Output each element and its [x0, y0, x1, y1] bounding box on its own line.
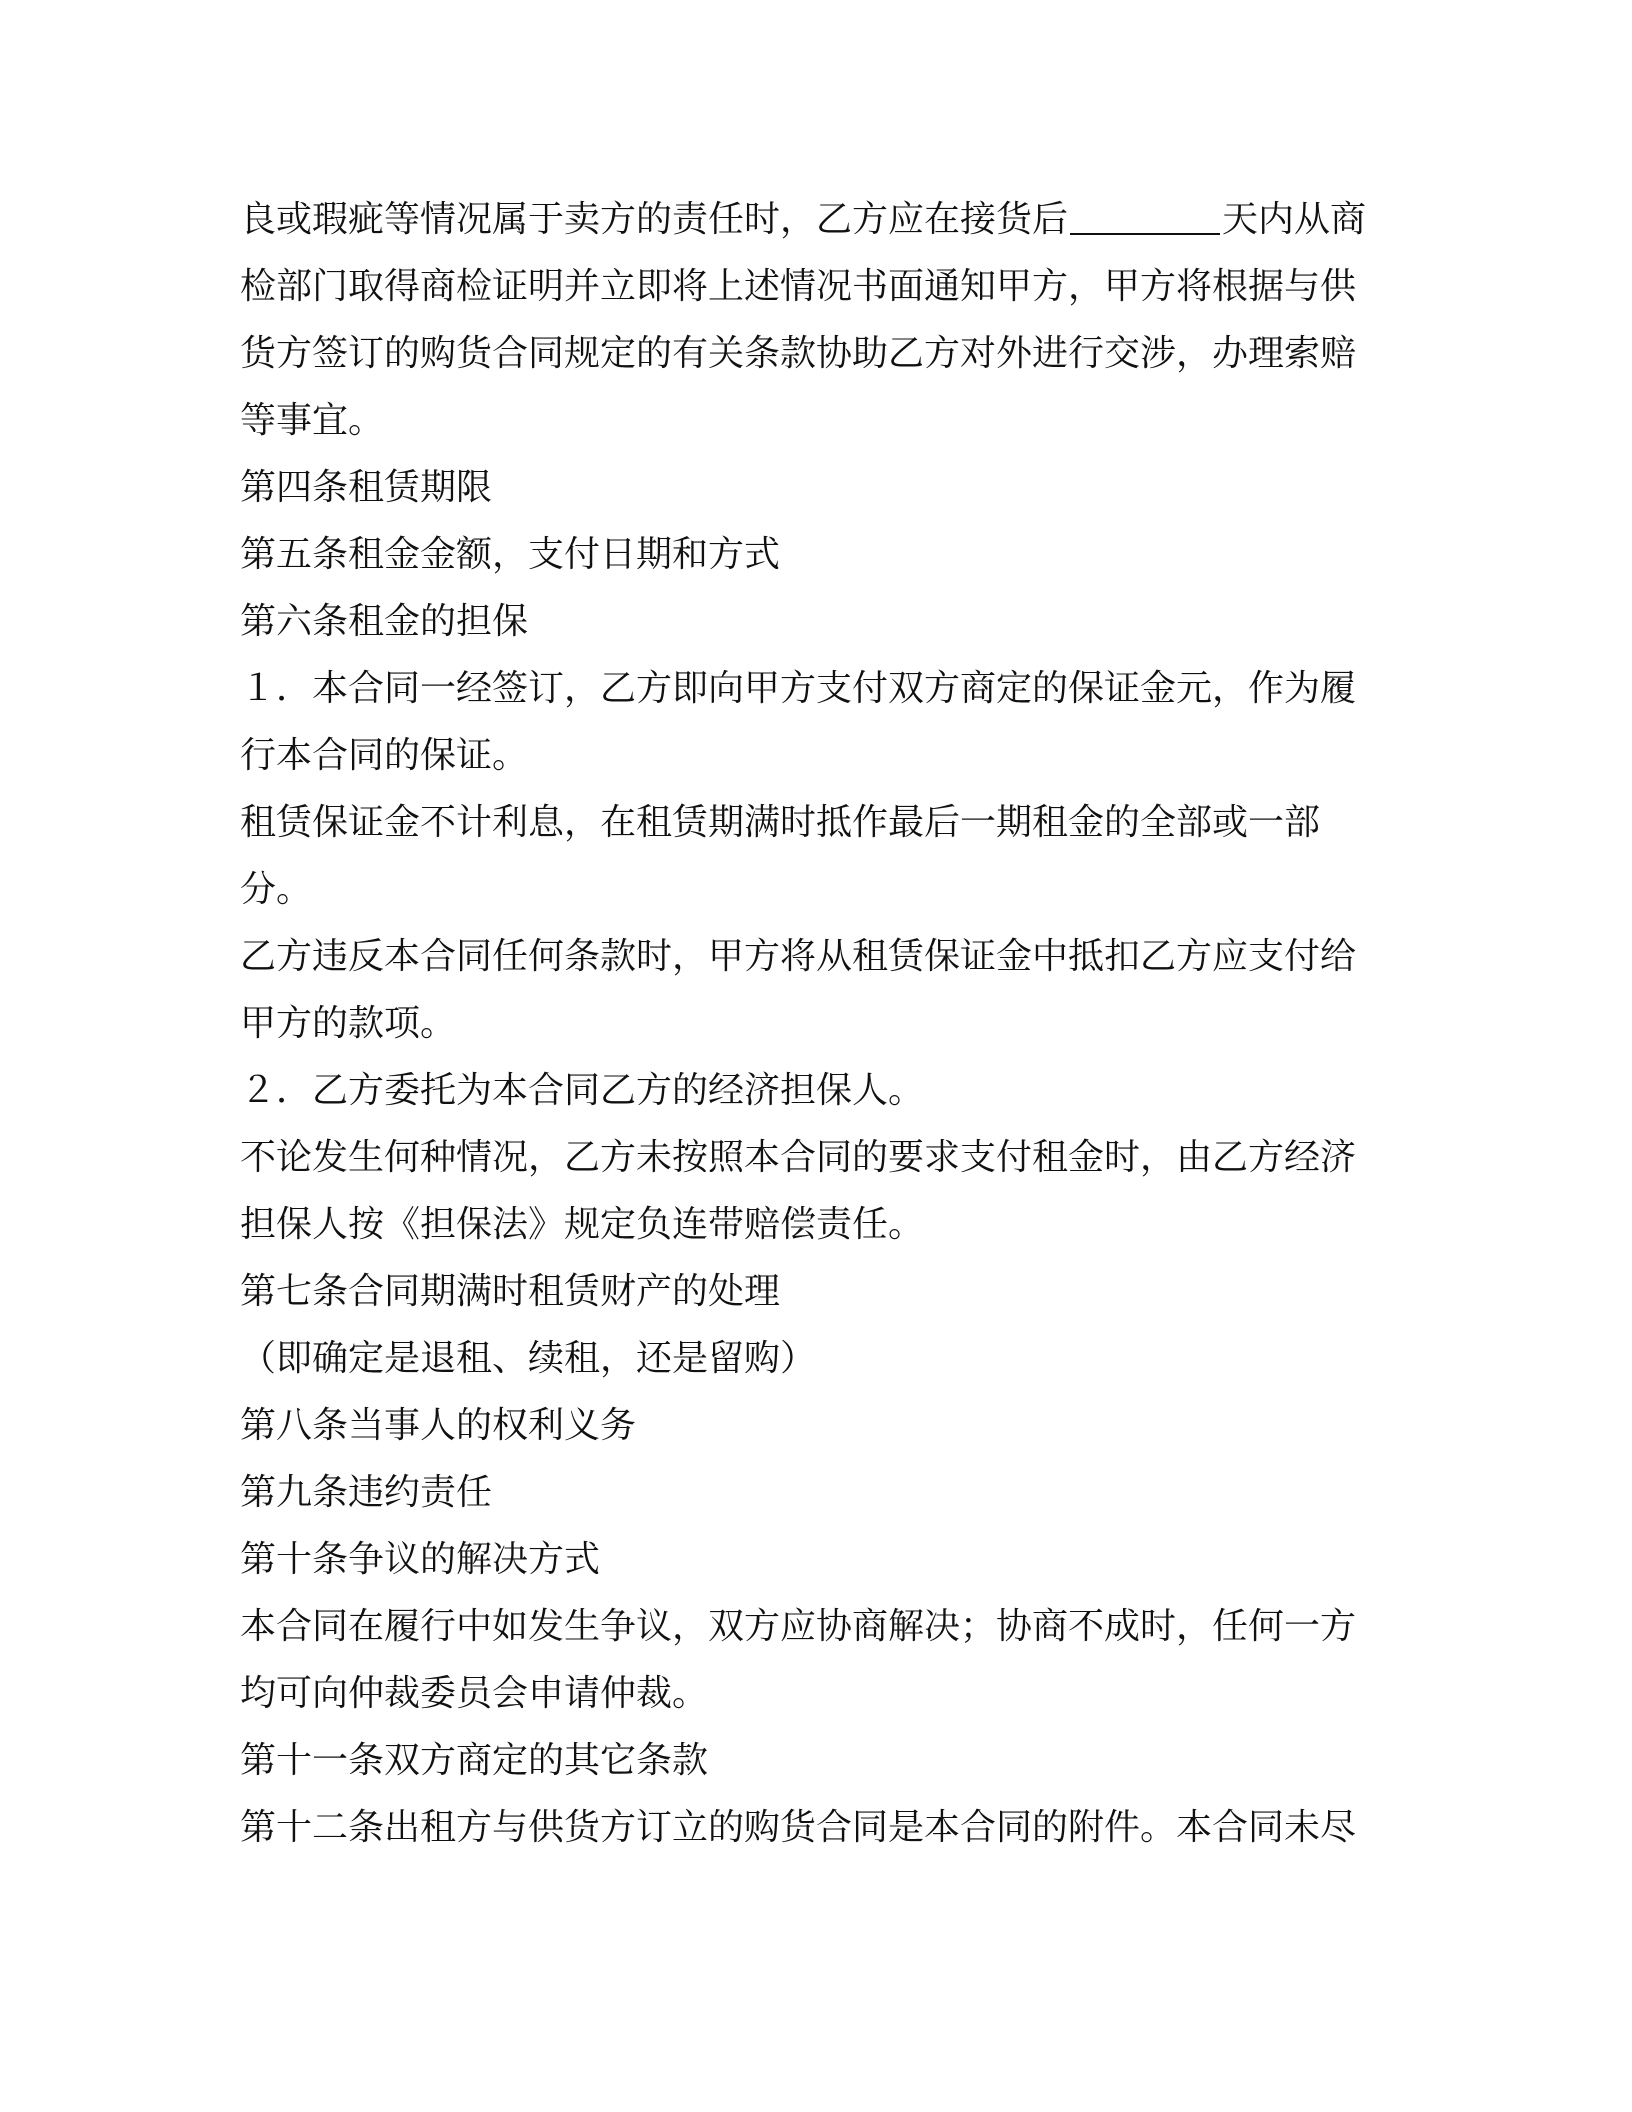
paragraph-line: 甲方的款项。: [240, 1003, 457, 1044]
paragraph-line: 行本合同的保证。: [240, 735, 529, 776]
article-heading: 第九条违约责任: [240, 1472, 493, 1513]
fill-in-blank: [1070, 232, 1220, 235]
paragraph-line: 担保人按《担保法》规定负连带赔偿责任。: [240, 1204, 925, 1245]
article-heading: 第十一条双方商定的其它条款: [240, 1740, 709, 1781]
paragraph-line: 乙方违反本合同任何条款时，甲方将从租赁保证金中抵扣乙方应支付给: [240, 936, 1357, 977]
article-heading: 第六条租金的担保: [240, 601, 529, 642]
article-heading: 第八条当事人的权利义务: [240, 1405, 637, 1446]
article-heading: 第四条租赁期限: [240, 467, 493, 508]
paragraph-line: ２．乙方委托为本合同乙方的经济担保人。: [240, 1070, 925, 1111]
article-heading: 第十条争议的解决方式: [240, 1539, 601, 1580]
paragraph-line: [240, 186, 1380, 253]
paragraph-line: 不论发生何种情况，乙方未按照本合同的要求支付租金时，由乙方经济: [240, 1137, 1357, 1178]
paragraph-line: 分。: [240, 869, 313, 910]
paragraph-line: 均可向仲裁委员会申请仲裁。: [240, 1673, 709, 1714]
article-heading: 第五条租金金额，支付日期和方式: [240, 534, 781, 575]
document-body: [240, 186, 1380, 1861]
paragraph-line: 货方签订的购货合同规定的有关条款协助乙方对外进行交涉，办理索赔: [240, 333, 1357, 374]
paragraph-line: 本合同在履行中如发生争议，双方应协商解决；协商不成时，任何一方: [240, 1606, 1357, 1647]
paragraph-line: 等事宜。: [240, 400, 385, 441]
paragraph-line: （即确定是退租、续租，还是留购）: [240, 1338, 817, 1379]
line-text: 良或瑕疵等情况属于卖方的责任时，乙方应在接货后: [240, 199, 1069, 240]
line-text: 天内从商: [1222, 199, 1367, 240]
article-heading: 第十二条出租方与供货方订立的购货合同是本合同的附件。本合同未尽: [240, 1807, 1357, 1848]
paragraph-line: 检部门取得商检证明并立即将上述情况书面通知甲方，甲方将根据与供: [240, 266, 1357, 307]
paragraph-line: 租赁保证金不计利息，在租赁期满时抵作最后一期租金的全部或一部: [240, 802, 1321, 843]
article-heading: 第七条合同期满时租赁财产的处理: [240, 1271, 781, 1312]
paragraph-line: １．本合同一经签订，乙方即向甲方支付双方商定的保证金元，作为履: [240, 668, 1357, 709]
